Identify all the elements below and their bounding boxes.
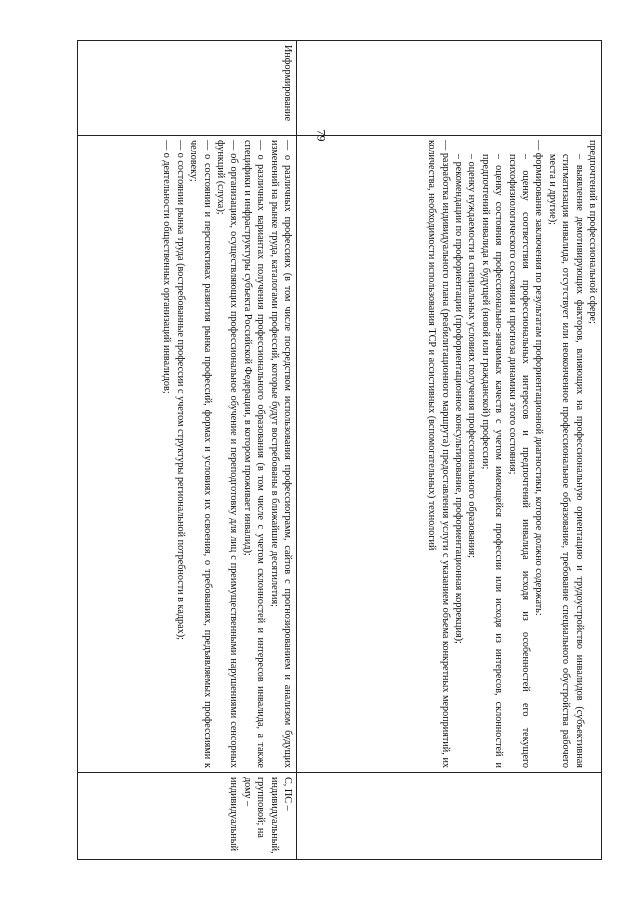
table-row xyxy=(78,41,297,860)
service-form-cell xyxy=(297,773,602,860)
content-line: – оценку состояния профессионально-значимых качеств с учетом имеющейся профессии или исходя из интересов, склонностей и предпочтений инвалида к будущей (новой или гражданской) профессии; xyxy=(479,154,505,768)
content-line: — о различных вариантах получения профессионального образования (в том числе с учетом склонностей и интересов инвалида, а также специфики и инфраструктуры субъекта Российской Федерации, в котором проживает инвалид); xyxy=(241,140,267,768)
content-line: — об организациях, осуществляющих профессиональное обучение и переподготовку для лиц с преимущественными нарушениями сенсорных функций (слуха); xyxy=(214,140,240,768)
content-line: — разработка индивидуального плана (реабилитационного маршрута) предоставления услуги с указанием объема конкретных мероприятий, их количества, необходимости использования ТСР и ассистивных (вспомогательных) технологий xyxy=(426,140,451,768)
rotated-page xyxy=(72,40,602,860)
page-number: 79 xyxy=(314,129,329,142)
service-content-cell xyxy=(78,136,297,773)
content-line: – рекомендации по профориентации (профориентационное консультирование, профориентационная коррекция); xyxy=(452,154,464,644)
content-line: — о деятельности общественных организаций инвалидов; xyxy=(161,140,173,394)
content-line: — о различных профессиях (в том числе посредством использования профессиограмм, сайтов с прогнозированием и анализом будущих изменений на рынке труда, каталогами профессий, которые будут востребованы в ближайшие десятилетия; xyxy=(268,140,293,768)
service-name-cell xyxy=(297,41,602,136)
service-content-cell xyxy=(297,136,602,773)
content-line: – выявление демотивирующих факторов, влияющих на профессиональную ориентацию и трудоустройство инвалидов (субъективная стигматизация инвалида, отсутствует или неоконченное профессиональное образование, требование специального обустройства рабочего места и другие); xyxy=(546,154,585,768)
service-name-cell: Информирование xyxy=(78,41,297,136)
content-line: — формирование заключения по результатам профориентационной диагностики, которое должно содержать: xyxy=(533,140,545,616)
content-line: – оценку нуждаемости в специальных условиях получения профессионального образования; xyxy=(466,154,478,558)
table-row xyxy=(297,41,602,860)
services-table xyxy=(77,40,602,860)
service-form-cell: С, ПС – индивидуальный, групповой; на дому – индивидуальный xyxy=(78,773,297,860)
content-line: – оценку соответствия профессиональных интересов и предпочтений инвалида исходя из особенностей его текущего психофизиологического состояния и прогноза динамики этого состояния; xyxy=(506,154,531,768)
content-line: — о состоянии и перспективах развития рынка профессий, формах и условиях их освоения, о требованиях, предъявляемых профессиями к человеку; xyxy=(188,140,213,768)
content-line: — о состоянии рынка труда (востребованные профессии с учетом структуры региональной потребности в кадрах); xyxy=(174,140,186,640)
content-line: предпочтений в профессиональной сфере; xyxy=(587,140,598,324)
